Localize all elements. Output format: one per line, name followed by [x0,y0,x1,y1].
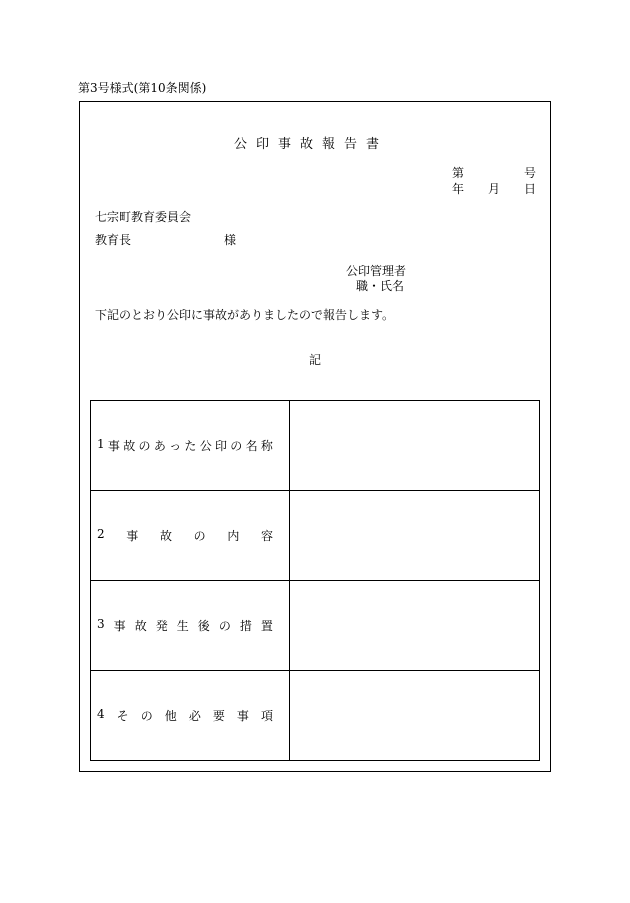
reporter-name-label: 職・氏名 [356,279,405,293]
document-number-suffix: 号 [523,166,536,180]
document-date [452,180,536,197]
form-label: 第3号様式(第10条関係) [78,81,207,95]
date-day: 日 [523,182,536,196]
body-text: 下記のとおり公印に事故がありましたので報告します。 [95,308,395,322]
row-label: 2 事 故 の 内 容 [97,527,273,543]
reporter-role: 公印管理者 [346,264,407,278]
row-value-cell[interactable] [289,671,539,761]
row-label-cell [91,581,290,671]
row-value-cell[interactable] [289,401,539,491]
document-number-prefix: 第 [452,166,465,180]
row-label: 1 事 故 の あ っ た 公 印 の 名 称 [97,437,273,453]
report-table [90,400,540,761]
table-row [91,401,540,491]
row-label: 3 事 故 発 生 後 の 措 置 [97,617,273,633]
document-number [452,164,536,181]
date-month: 月 [487,182,500,196]
row-label: 4 そ の 他 必 要 事 項 [97,707,273,723]
ki-heading: 記 [308,353,321,367]
document-title: 公印事故報告書 [233,137,388,152]
date-year: 年 [452,182,465,196]
table-row [91,581,540,671]
table-row [91,491,540,581]
row-value-cell[interactable] [289,581,539,671]
row-value-cell[interactable] [289,491,539,581]
recipient-org: 七宗町教育委員会 [95,210,192,224]
recipient-honorific: 様 [224,233,237,247]
recipient-title: 教育長 [95,233,132,247]
table-row [91,671,540,761]
row-label-cell [91,491,290,581]
row-label-cell [91,671,290,761]
row-label-cell [91,401,290,491]
